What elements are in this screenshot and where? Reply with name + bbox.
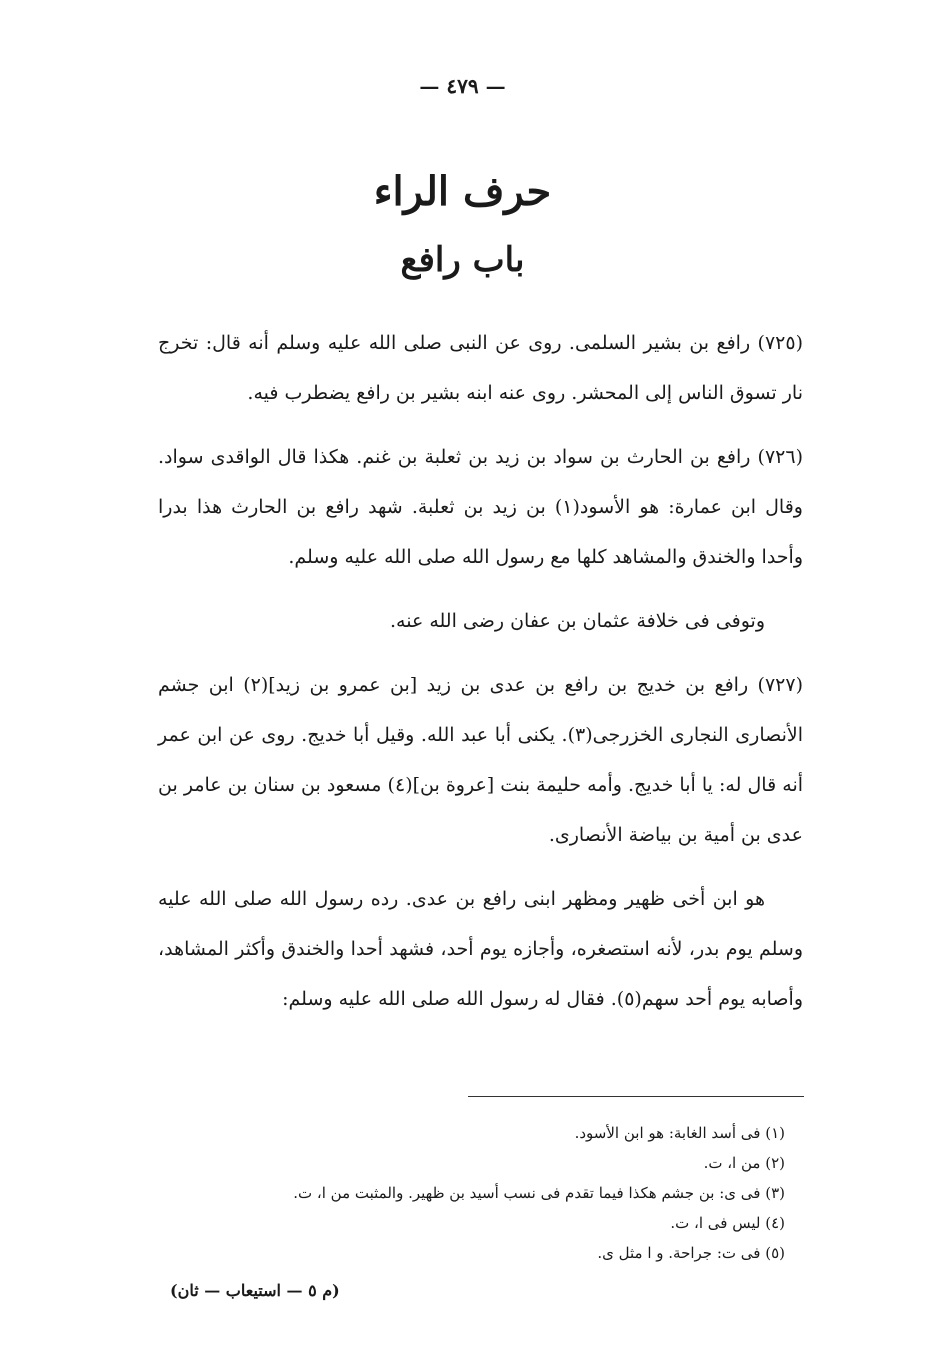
entry-727: (٧٢٧) رافع بن خديج بن رافع بن عدى بن زيد [بن عمرو بن زيد](٢) ابن جشم الأنصارى النجارى الخزرجى(٣). يكنى أبا عبد الله. وقيل أبا خديج. روى عن ابن عمر أنه قال له: يا أبا خديج. وأمه حليمة بنت [عروة بن](٤) مسعود بن سنان بن عامر بن عدى بن أمية بن بياضة الأنصارى. — [158, 674, 804, 846]
section-heading: باب رافع — [400, 240, 525, 280]
body-text — [158, 318, 803, 1038]
footnotes — [200, 1118, 785, 1268]
signature-mark: (م ٥ — استيعاب — ثان) — [170, 1281, 340, 1300]
footnote-divider — [468, 1096, 804, 1097]
footnote-1: (١) فى أسد الغابة: هو ابن الأسود. — [574, 1124, 785, 1142]
chapter-heading: حرف الراء — [373, 168, 552, 215]
entry-726: (٧٢٦) رافع بن الحارث بن سواد بن زيد بن ثعلبة بن غنم. هكذا قال الواقدى سواد. وقال ابن عمارة: هو الأسود(١) بن زيد بن ثعلبة. شهد رافع بن الحارث هذا بدرا وأحدا والخندق والمشاهد كلها مع رسول الله صلى الله عليه وسلم. — [158, 446, 803, 568]
entry-726-note: وتوفى فى خلافة عثمان بن عفان رضى الله عنه. — [389, 610, 765, 632]
footnote-5: (٥) فى ت: جراحة. و ا مثل ى. — [597, 1244, 785, 1262]
entry-725: (٧٢٥) رافع بن بشير السلمى. روى عن النبى صلى الله عليه وسلم أنه قال: تخرج نار تسوق الناس إلى المحشر. روى عنه ابنه بشير بن رافع يضطرب فيه. — [158, 332, 803, 404]
footnote-3: (٣) فى ى: بن جشم هكذا فيما تقدم فى نسب أسيد بن ظهير. والمثبت من ا، ت. — [293, 1184, 785, 1202]
footnote-2: (٢) من ا، ت. — [703, 1154, 785, 1172]
footnote-4: (٤) ليس فى ا، ت. — [670, 1214, 785, 1232]
page-number: — ٤٧٩ — — [419, 74, 506, 98]
entry-727-continued: هو ابن أخى ظهير ومظهر ابنى رافع بن عدى. رده رسول الله صلى الله عليه وسلم يوم بدر، لأنه استصغره، وأجازه يوم أحد، فشهد أحدا والخندق وأكثر المشاهد، وأصابه يوم أحد سهم(٥). فقال له رسول الله صلى الله عليه وسلم: — [158, 888, 803, 1010]
